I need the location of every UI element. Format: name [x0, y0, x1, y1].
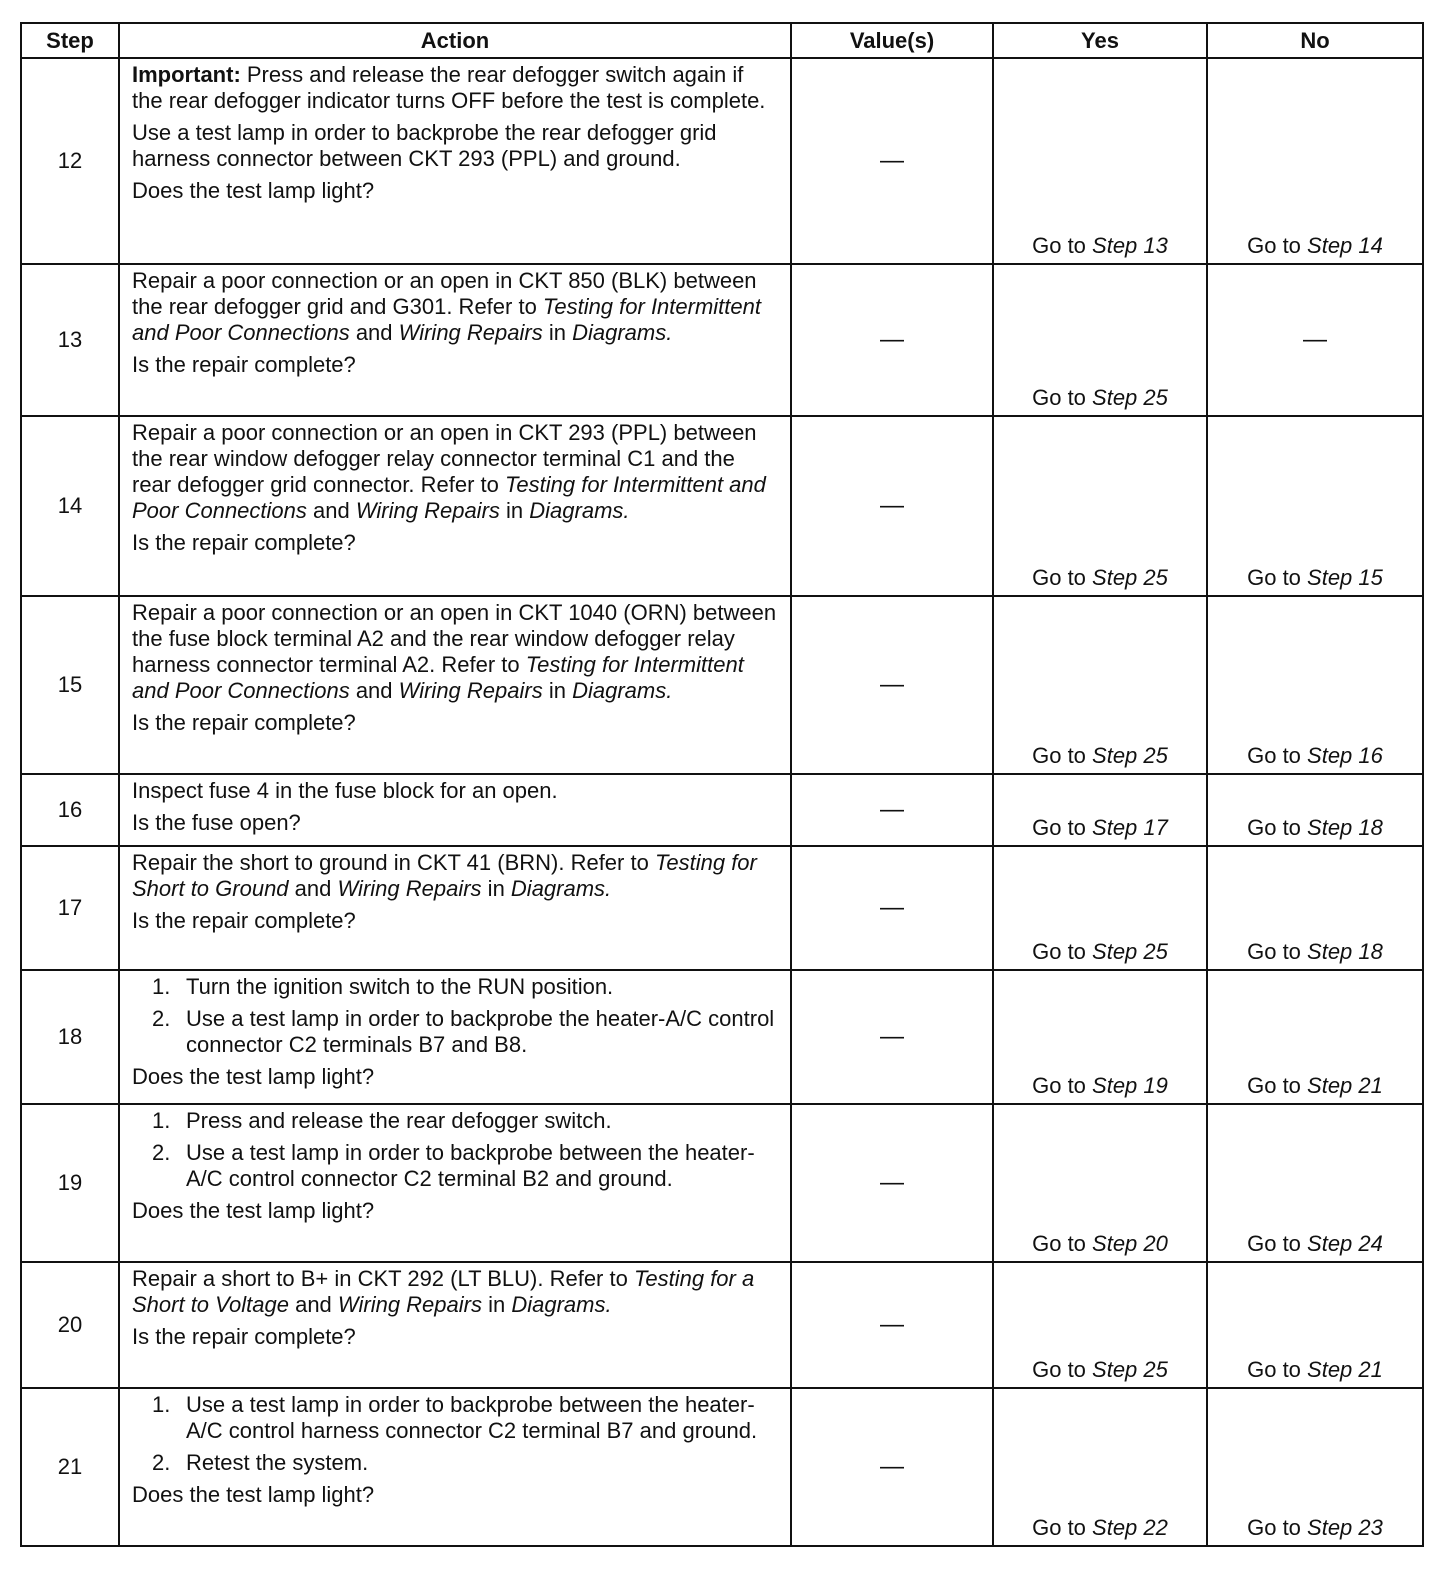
action-text: Inspect fuse 4 in the fuse block for an open. [132, 778, 558, 803]
no-cell [1207, 596, 1423, 774]
action-text: Repair the short to ground in CKT 41 (BRN). Refer to [132, 850, 655, 875]
step-link: Step 25 [1092, 743, 1168, 768]
action-text: Repair a poor connection or an open in CKT 293 (PPL) between the rear window defogger relay connector terminal C1 and the rear defogger grid connector. Refer to [132, 420, 757, 497]
step-number: 18 [21, 970, 119, 1104]
step-link: Step 17 [1092, 815, 1168, 840]
no-cell [1207, 846, 1423, 970]
yes-cell [993, 846, 1207, 970]
step-number: 13 [21, 264, 119, 416]
step-link: Step 21 [1307, 1073, 1383, 1098]
step-number: 17 [21, 846, 119, 970]
action-cell [119, 1104, 791, 1262]
step-link: Step 15 [1307, 565, 1383, 590]
step-link: Step 25 [1092, 385, 1168, 410]
table-row [21, 1104, 1423, 1262]
go-to-text: Go to [1032, 565, 1093, 590]
step-link: Step 14 [1307, 233, 1383, 258]
step-link: Step 25 [1092, 565, 1168, 590]
step-link: Step 19 [1092, 1073, 1168, 1098]
action-text: and [306, 498, 356, 523]
no-cell [1207, 970, 1423, 1104]
reference-title: Wiring Repairs [337, 1292, 482, 1317]
table-row [21, 416, 1423, 596]
action-question: Is the repair complete? [132, 530, 356, 555]
go-to-text: Go to [1247, 1073, 1308, 1098]
value-cell: — [791, 596, 993, 774]
go-to-text: Go to [1247, 565, 1308, 590]
go-to-text: Go to [1032, 815, 1093, 840]
action-text: Repair a short to B+ in CKT 292 (LT BLU). Refer to [132, 1266, 634, 1291]
diagnostic-table [20, 22, 1424, 1547]
reference-title: Diagrams. [572, 678, 673, 703]
step-link: Step 16 [1307, 743, 1383, 768]
step-number: 21 [21, 1388, 119, 1546]
action-cell [119, 264, 791, 416]
yes-cell [993, 264, 1207, 416]
value-cell: — [791, 1262, 993, 1388]
action-question: Does the test lamp light? [132, 1482, 375, 1507]
go-to-text: Go to [1032, 1357, 1093, 1382]
yes-cell [993, 1388, 1207, 1546]
step-number: 14 [21, 416, 119, 596]
action-question: Is the repair complete? [132, 710, 356, 735]
reference-title: Diagrams. [529, 498, 630, 523]
go-to-text: Go to [1032, 385, 1093, 410]
table-row [21, 58, 1423, 264]
yes-cell [993, 596, 1207, 774]
yes-cell [993, 774, 1207, 846]
action-text: Repair a poor connection or an open in CKT 1040 (ORN) between the fuse block terminal A2 and the rear window defogger relay harness connector terminal A2. Refer to [132, 600, 777, 677]
action-cell [119, 846, 791, 970]
go-to-text: Go to [1247, 1515, 1308, 1540]
step-link: Step 18 [1307, 815, 1383, 840]
action-cell [119, 1388, 791, 1546]
step-link: Step 23 [1307, 1515, 1383, 1540]
reference-title: Testing for Intermittent and Poor Connections [132, 652, 744, 703]
value-cell: — [791, 416, 993, 596]
action-cell [119, 1262, 791, 1388]
header-yes: Yes [993, 23, 1207, 58]
step-number: 12 [21, 58, 119, 264]
go-to-text: Go to [1032, 1073, 1093, 1098]
header-row [21, 23, 1423, 58]
table-row [21, 596, 1423, 774]
reference-title: Diagrams. [511, 1292, 612, 1317]
yes-cell [993, 1104, 1207, 1262]
reference-title: Testing for a Short to Voltage [132, 1266, 755, 1317]
header-values: Value(s) [791, 23, 993, 58]
reference-title: Testing for Intermittent and Poor Connections [132, 294, 761, 345]
table-row [21, 264, 1423, 416]
action-text: Press and release the rear defogger switch again if the rear defogger indicator turns OFF before the test is complete. [132, 62, 766, 113]
reference-title: Testing for Intermittent and Poor Connections [132, 472, 766, 523]
reference-title: Wiring Repairs [398, 678, 543, 703]
reference-title: Diagrams. [510, 876, 612, 901]
action-text: Use a test lamp in order to backprobe the rear defogger grid harness connector between CKT 293 (PPL) and ground. [132, 120, 717, 171]
go-to-text: Go to [1247, 233, 1308, 258]
step-link: Step 20 [1092, 1231, 1168, 1256]
value-cell: — [791, 1388, 993, 1546]
action-question: Is the repair complete? [132, 1324, 356, 1349]
action-text: in [542, 678, 573, 703]
step-link: Step 22 [1092, 1515, 1168, 1540]
action-question: Is the repair complete? [132, 352, 356, 377]
no-cell [1207, 416, 1423, 596]
no-cell [1207, 1262, 1423, 1388]
no-cell: — [1207, 264, 1423, 416]
action-text: in [542, 320, 573, 345]
value-cell: — [791, 774, 993, 846]
yes-cell [993, 416, 1207, 596]
step-link: Step 24 [1307, 1231, 1383, 1256]
action-question: Does the test lamp light? [132, 1198, 375, 1223]
table-row [21, 970, 1423, 1104]
table-row [21, 774, 1423, 846]
action-text: in [481, 876, 511, 901]
reference-title: Wiring Repairs [398, 320, 543, 345]
step-link: Step 21 [1307, 1357, 1383, 1382]
action-text: and [349, 320, 399, 345]
go-to-text: Go to [1247, 815, 1308, 840]
value-cell: — [791, 1104, 993, 1262]
no-cell [1207, 58, 1423, 264]
action-text: Repair a poor connection or an open in CKT 850 (BLK) between the rear defogger grid and G301. Refer to [132, 268, 757, 319]
table-row [21, 846, 1423, 970]
action-text: in [481, 1292, 512, 1317]
go-to-text: Go to [1032, 1515, 1093, 1540]
important-label: Important: [132, 62, 241, 87]
table-row [21, 1388, 1423, 1546]
reference-title: Wiring Repairs [337, 876, 482, 901]
list-item: 2. Retest the system. [152, 1450, 369, 1475]
no-cell [1207, 774, 1423, 846]
reference-title: Testing for Short to Ground [132, 850, 757, 901]
step-number: 19 [21, 1104, 119, 1262]
list-item: 2. Use a test lamp in order to backprobe the heater-A/C control connector C2 terminals B7 and B8. [152, 1006, 775, 1057]
list-item: 1. Turn the ignition switch to the RUN position. [152, 974, 614, 999]
action-question: Is the fuse open? [132, 810, 301, 835]
no-cell [1207, 1104, 1423, 1262]
action-text: and [349, 678, 399, 703]
value-cell: — [791, 58, 993, 264]
step-number: 15 [21, 596, 119, 774]
action-question: Does the test lamp light? [132, 178, 375, 203]
action-cell [119, 416, 791, 596]
header-no: No [1207, 23, 1423, 58]
go-to-text: Go to [1247, 939, 1308, 964]
value-cell: — [791, 970, 993, 1104]
step-link: Step 25 [1092, 1357, 1168, 1382]
go-to-text: Go to [1032, 233, 1093, 258]
step-link: Step 25 [1092, 939, 1168, 964]
yes-cell [993, 970, 1207, 1104]
go-to-text: Go to [1032, 743, 1093, 768]
action-cell [119, 970, 791, 1104]
step-link: Step 13 [1092, 233, 1168, 258]
yes-cell [993, 58, 1207, 264]
list-item: 1. Use a test lamp in order to backprobe between the heater-A/C control harness connector C2 terminal B7 and ground. [152, 1392, 758, 1443]
go-to-text: Go to [1032, 1231, 1093, 1256]
step-number: 16 [21, 774, 119, 846]
list-item: 2. Use a test lamp in order to backprobe between the heater-A/C control connector C2 terminal B2 and ground. [152, 1140, 755, 1191]
reference-title: Wiring Repairs [355, 498, 500, 523]
action-question: Is the repair complete? [132, 908, 356, 933]
go-to-text: Go to [1032, 939, 1093, 964]
go-to-text: Go to [1247, 1231, 1308, 1256]
header-action: Action [119, 23, 791, 58]
action-text: in [499, 498, 530, 523]
action-cell [119, 596, 791, 774]
action-text: and [288, 876, 338, 901]
step-number: 20 [21, 1262, 119, 1388]
table-row [21, 1262, 1423, 1388]
no-cell [1207, 1388, 1423, 1546]
go-to-text: Go to [1247, 1357, 1308, 1382]
yes-cell [993, 1262, 1207, 1388]
action-cell [119, 774, 791, 846]
reference-title: Diagrams. [572, 320, 673, 345]
value-cell: — [791, 264, 993, 416]
go-to-text: Go to [1247, 743, 1308, 768]
header-step: Step [21, 23, 119, 58]
list-item: 1. Press and release the rear defogger switch. [152, 1108, 612, 1133]
action-text: and [288, 1292, 338, 1317]
value-cell: — [791, 846, 993, 970]
action-cell [119, 58, 791, 264]
step-link: Step 18 [1307, 939, 1383, 964]
action-question: Does the test lamp light? [132, 1064, 375, 1089]
